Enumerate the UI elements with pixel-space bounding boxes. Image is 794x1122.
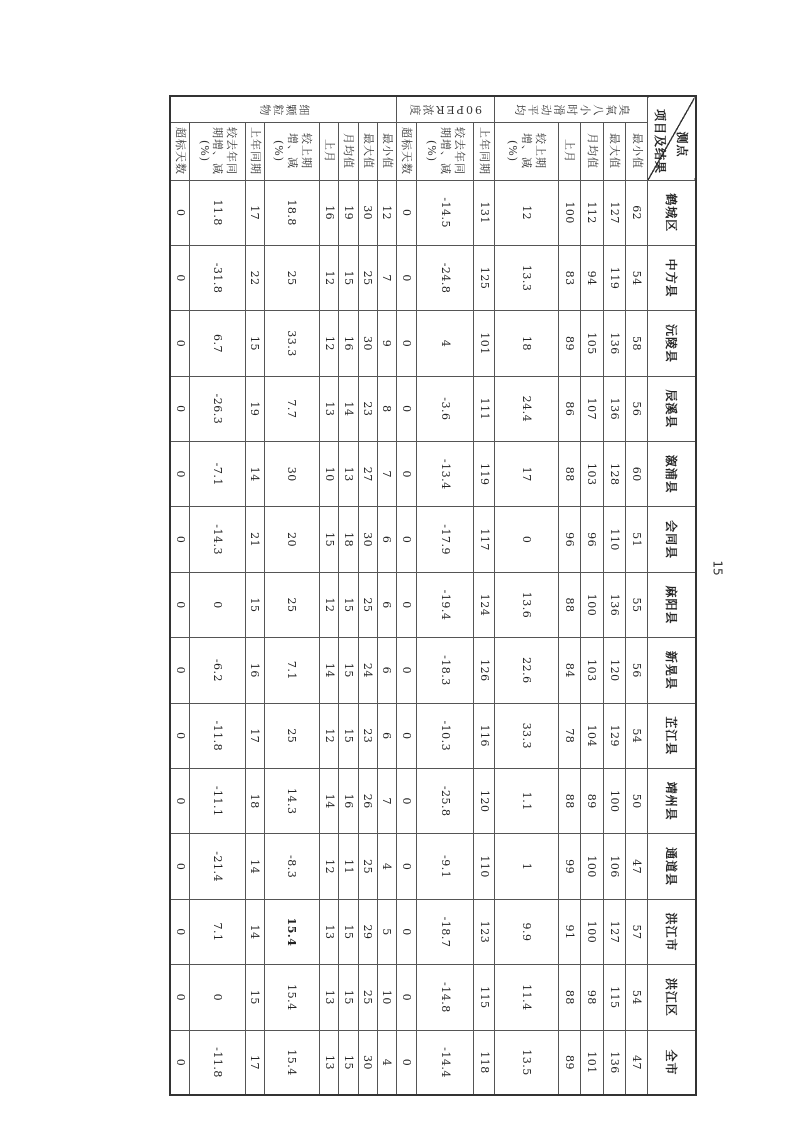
group-label: 90PER浓度	[397, 96, 495, 122]
table-cell: 17	[245, 703, 264, 768]
row-label: 较上期增、减(%)	[264, 122, 319, 180]
table-cell: 18.8	[264, 180, 319, 245]
table-cell: 115	[603, 965, 625, 1030]
table-cell: 0	[170, 1030, 190, 1095]
column-header: 洪江市	[648, 899, 696, 964]
table-cell: 54	[626, 245, 648, 310]
row-label: 最大值	[603, 122, 625, 180]
column-header: 通道县	[648, 834, 696, 899]
table-row	[558, 96, 580, 1095]
table-cell: 4	[417, 311, 474, 376]
table-cell: 23	[358, 703, 377, 768]
table-cell: 9	[377, 311, 396, 376]
table-cell: 101	[581, 1030, 603, 1095]
table-cell: 11.8	[190, 180, 245, 245]
table-cell: 0	[170, 245, 190, 310]
table-cell: 119	[603, 245, 625, 310]
table-cell: 96	[581, 507, 603, 572]
table-cell: 0	[170, 769, 190, 834]
table-cell: 120	[474, 769, 494, 834]
table-cell: 51	[626, 507, 648, 572]
table-cell: 0	[397, 703, 417, 768]
table-cell: 0	[397, 572, 417, 637]
table-cell: 15	[339, 965, 358, 1030]
table-cell: -13.4	[417, 442, 474, 507]
table-cell: 103	[581, 442, 603, 507]
table-cell: 4	[377, 1030, 396, 1095]
table-cell: 0	[170, 638, 190, 703]
table-cell: 25	[358, 834, 377, 899]
table-cell: 54	[626, 965, 648, 1030]
table-cell: 25	[264, 572, 319, 637]
table-cell: 25	[264, 703, 319, 768]
table-cell: -11.8	[190, 703, 245, 768]
table-cell: 110	[474, 834, 494, 899]
table-cell: 136	[603, 572, 625, 637]
table-cell: 25	[358, 245, 377, 310]
table-cell: 127	[603, 180, 625, 245]
table-cell: 0	[397, 834, 417, 899]
row-label: 上月	[558, 122, 580, 180]
column-header: 沅陵县	[648, 311, 696, 376]
table-cell: 129	[603, 703, 625, 768]
table-cell: 1	[494, 834, 558, 899]
table-cell: -3.6	[417, 376, 474, 441]
table-cell: 136	[603, 376, 625, 441]
table-cell: 11	[339, 834, 358, 899]
table-cell: 33.3	[494, 703, 558, 768]
air-quality-table	[169, 95, 697, 1096]
table-row	[264, 96, 319, 1095]
table-row	[581, 96, 603, 1095]
column-header: 中方县	[648, 245, 696, 310]
table-cell: 88	[558, 965, 580, 1030]
page-number: 15	[710, 560, 725, 576]
table-cell: 14	[245, 899, 264, 964]
table-cell: 14	[245, 834, 264, 899]
table-cell: 0	[397, 769, 417, 834]
table-cell: 30	[358, 1030, 377, 1095]
table-cell: 78	[558, 703, 580, 768]
table-cell: 136	[603, 1030, 625, 1095]
table-cell: -18.7	[417, 899, 474, 964]
table-cell: -19.4	[417, 572, 474, 637]
table-cell: 15	[339, 703, 358, 768]
table-cell: 96	[558, 507, 580, 572]
corner-bottom-label: 项目及结果	[653, 109, 668, 175]
table-cell: -11.8	[190, 1030, 245, 1095]
table-cell: 105	[581, 311, 603, 376]
column-header: 辰溪县	[648, 376, 696, 441]
table-cell: 13	[320, 1030, 339, 1095]
table-cell: 5	[377, 899, 396, 964]
group-label: 细颗粒物	[170, 96, 397, 122]
table-header-row	[648, 96, 696, 1095]
table-row	[170, 96, 190, 1095]
table-cell: 6	[377, 572, 396, 637]
table-cell: 0	[170, 834, 190, 899]
table-cell: 13	[339, 442, 358, 507]
table-cell: 1.1	[494, 769, 558, 834]
table-cell: 84	[558, 638, 580, 703]
table-cell: 125	[474, 245, 494, 310]
table-cell: 12	[320, 834, 339, 899]
table-cell: 0	[170, 703, 190, 768]
table-cell: 7	[377, 442, 396, 507]
table-cell: 30	[264, 442, 319, 507]
table-cell: 107	[581, 376, 603, 441]
table-row	[626, 96, 648, 1095]
table-cell: 110	[603, 507, 625, 572]
table-cell: 0	[170, 572, 190, 637]
table-cell: 112	[581, 180, 603, 245]
row-label: 较去年同期增、减(%)	[417, 122, 474, 180]
table-cell: 0	[397, 311, 417, 376]
table-cell: 56	[626, 376, 648, 441]
table-cell: 14.3	[264, 769, 319, 834]
table-cell: -8.3	[264, 834, 319, 899]
table-cell: 0	[397, 638, 417, 703]
table-row	[320, 96, 339, 1095]
table-cell: 86	[558, 376, 580, 441]
table-cell: 0	[494, 507, 558, 572]
row-label: 较上期增、减(%)	[494, 122, 558, 180]
table-cell: 100	[581, 899, 603, 964]
table-cell: 19	[245, 376, 264, 441]
table-cell: 0	[397, 245, 417, 310]
table-cell: 14	[245, 442, 264, 507]
table-cell: 104	[581, 703, 603, 768]
table-cell: 88	[558, 769, 580, 834]
table-cell: 20	[264, 507, 319, 572]
table-cell: 89	[558, 311, 580, 376]
table-cell: 120	[603, 638, 625, 703]
table-cell: 30	[358, 507, 377, 572]
table-cell: 6	[377, 638, 396, 703]
column-header: 全市	[648, 1030, 696, 1095]
table-cell: 62	[626, 180, 648, 245]
table-cell: 15	[245, 572, 264, 637]
table-cell: 91	[558, 899, 580, 964]
table-cell: 0	[397, 376, 417, 441]
table-cell: -7.1	[190, 442, 245, 507]
table-cell: 19	[339, 180, 358, 245]
table-row	[603, 96, 625, 1095]
table-cell: 16	[245, 638, 264, 703]
table-cell: 15	[245, 965, 264, 1030]
table-cell: 25	[358, 965, 377, 1030]
table-cell: 24	[358, 638, 377, 703]
table-cell: 7	[377, 245, 396, 310]
table-cell: 7.7	[264, 376, 319, 441]
table-cell: 131	[474, 180, 494, 245]
table-cell: 21	[245, 507, 264, 572]
table-cell: 15	[339, 638, 358, 703]
table-cell: 118	[474, 1030, 494, 1095]
table-cell: 18	[245, 769, 264, 834]
table-cell: 89	[581, 769, 603, 834]
table-cell: 100	[603, 769, 625, 834]
table-cell: 18	[339, 507, 358, 572]
table-cell: -14.5	[417, 180, 474, 245]
table-cell: 23	[358, 376, 377, 441]
table-cell: 16	[320, 180, 339, 245]
table-cell: 15	[320, 507, 339, 572]
table-cell: 116	[474, 703, 494, 768]
table-cell: 0	[397, 965, 417, 1030]
table-cell: 14	[339, 376, 358, 441]
table-cell: 15	[245, 311, 264, 376]
table-cell: 15.4	[264, 899, 319, 964]
row-label: 最小值	[626, 122, 648, 180]
table-cell: 17	[245, 1030, 264, 1095]
table-cell: 128	[603, 442, 625, 507]
table-cell: -10.3	[417, 703, 474, 768]
table-cell: 22	[245, 245, 264, 310]
table-cell: 11.4	[494, 965, 558, 1030]
table-cell: -24.8	[417, 245, 474, 310]
table-cell: 0	[170, 311, 190, 376]
table-cell: 136	[603, 311, 625, 376]
table-cell: 24.4	[494, 376, 558, 441]
table-cell: 10	[320, 442, 339, 507]
row-label: 超标天数	[397, 122, 417, 180]
corner-top-label: 测点	[675, 131, 689, 158]
table-cell: 12	[320, 572, 339, 637]
table-cell: 47	[626, 834, 648, 899]
table-cell: 30	[358, 311, 377, 376]
table-cell: 14	[320, 769, 339, 834]
column-header: 会同县	[648, 507, 696, 572]
table-cell: 0	[170, 442, 190, 507]
table-cell: -11.1	[190, 769, 245, 834]
row-label: 上年同期	[245, 122, 264, 180]
table-cell: 0	[397, 899, 417, 964]
table-cell: 55	[626, 572, 648, 637]
table-cell: 7.1	[190, 899, 245, 964]
table-cell: 0	[397, 442, 417, 507]
table-cell: 0	[170, 899, 190, 964]
table-cell: 115	[474, 965, 494, 1030]
table-cell: -26.3	[190, 376, 245, 441]
table-cell: -25.8	[417, 769, 474, 834]
table-cell: 17	[245, 180, 264, 245]
table-cell: 4	[377, 834, 396, 899]
table-cell: 117	[474, 507, 494, 572]
table-corner-header	[648, 96, 696, 180]
table-row	[339, 96, 358, 1095]
table-cell: 13.3	[494, 245, 558, 310]
table-cell: 12	[320, 703, 339, 768]
table-cell: 33.3	[264, 311, 319, 376]
table-row	[417, 96, 474, 1095]
table-cell: 7.1	[264, 638, 319, 703]
table-cell: 98	[581, 965, 603, 1030]
table-cell: -14.3	[190, 507, 245, 572]
row-label: 上年同期	[474, 122, 494, 180]
table-cell: 25	[358, 572, 377, 637]
table-cell: 16	[339, 311, 358, 376]
table-row	[190, 96, 245, 1095]
table-cell: 6	[377, 507, 396, 572]
table-cell: -21.4	[190, 834, 245, 899]
table-cell: 17	[494, 442, 558, 507]
column-header: 麻阳县	[648, 572, 696, 637]
table-cell: 83	[558, 245, 580, 310]
table-cell: 0	[170, 965, 190, 1030]
table-cell: 100	[558, 180, 580, 245]
table-row	[494, 96, 558, 1095]
table-cell: 124	[474, 572, 494, 637]
table-cell: 13	[320, 965, 339, 1030]
table-cell: 15.4	[264, 965, 319, 1030]
row-label: 上月	[320, 122, 339, 180]
table-cell: 88	[558, 572, 580, 637]
table-cell: 13.5	[494, 1030, 558, 1095]
table-cell: -6.2	[190, 638, 245, 703]
table-cell: 29	[358, 899, 377, 964]
table-cell: 50	[626, 769, 648, 834]
table-cell: 100	[581, 572, 603, 637]
table-cell: 26	[358, 769, 377, 834]
table-row	[474, 96, 494, 1095]
table-cell: -9.1	[417, 834, 474, 899]
column-header: 鹤城区	[648, 180, 696, 245]
table-cell: 12	[320, 245, 339, 310]
table-cell: 0	[397, 1030, 417, 1095]
table-cell: 27	[358, 442, 377, 507]
column-header: 靖州县	[648, 769, 696, 834]
table-row	[358, 96, 377, 1095]
table-cell: 13.6	[494, 572, 558, 637]
table-cell: 13	[320, 376, 339, 441]
table-cell: 119	[474, 442, 494, 507]
table-cell: 18	[494, 311, 558, 376]
table-cell: 127	[603, 899, 625, 964]
table-cell: 56	[626, 638, 648, 703]
column-header: 溆浦县	[648, 442, 696, 507]
table-cell: 99	[558, 834, 580, 899]
table-cell: 7	[377, 769, 396, 834]
table-cell: -14.8	[417, 965, 474, 1030]
table-cell: -31.8	[190, 245, 245, 310]
column-header: 芷江县	[648, 703, 696, 768]
table-cell: 8	[377, 376, 396, 441]
table-cell: 15	[339, 245, 358, 310]
table-cell: 0	[397, 507, 417, 572]
table-cell: 111	[474, 376, 494, 441]
table-cell: 47	[626, 1030, 648, 1095]
column-header: 新晃县	[648, 638, 696, 703]
table-cell: 13	[320, 899, 339, 964]
row-label: 最小值	[377, 122, 396, 180]
table-cell: 15	[339, 572, 358, 637]
table-cell: 106	[603, 834, 625, 899]
table-cell: 14	[320, 638, 339, 703]
table-cell: 16	[339, 769, 358, 834]
table-cell: 6	[377, 703, 396, 768]
table-cell: -14.4	[417, 1030, 474, 1095]
table-cell: 12	[494, 180, 558, 245]
table-cell: 15	[339, 1030, 358, 1095]
table-cell: 88	[558, 442, 580, 507]
table-cell: 15.4	[264, 1030, 319, 1095]
row-label: 月均值	[339, 122, 358, 180]
table-cell: -18.3	[417, 638, 474, 703]
table-row	[245, 96, 264, 1095]
table-cell: 103	[581, 638, 603, 703]
table-cell: 6.7	[190, 311, 245, 376]
table-cell: 25	[264, 245, 319, 310]
table-cell: 15	[339, 899, 358, 964]
table-cell: 54	[626, 703, 648, 768]
row-label: 最大值	[358, 122, 377, 180]
table-cell: 100	[581, 834, 603, 899]
table-cell: 123	[474, 899, 494, 964]
row-label: 较去年同期增、减(%)	[190, 122, 245, 180]
table-cell: 0	[190, 572, 245, 637]
table-cell: 126	[474, 638, 494, 703]
table-cell: -17.9	[417, 507, 474, 572]
table-cell: 12	[377, 180, 396, 245]
row-label: 超标天数	[170, 122, 190, 180]
rotated-table-container	[169, 95, 697, 1095]
table-cell: 10	[377, 965, 396, 1030]
table-cell: 9.9	[494, 899, 558, 964]
table-cell: 22.6	[494, 638, 558, 703]
table-cell: 0	[397, 180, 417, 245]
table-cell: 94	[581, 245, 603, 310]
table-cell: 0	[170, 376, 190, 441]
table-cell: 12	[320, 311, 339, 376]
table-cell: 58	[626, 311, 648, 376]
table-cell: 57	[626, 899, 648, 964]
group-label: 臭氧八小时滑动平均	[494, 96, 648, 122]
column-header: 洪江区	[648, 965, 696, 1030]
table-cell: 0	[170, 180, 190, 245]
table-cell: 60	[626, 442, 648, 507]
table-cell: 30	[358, 180, 377, 245]
table-row	[397, 96, 417, 1095]
table-cell: 89	[558, 1030, 580, 1095]
table-row	[377, 96, 396, 1095]
table-body	[170, 96, 648, 1095]
table-cell: 101	[474, 311, 494, 376]
table-cell: 0	[190, 965, 245, 1030]
table-cell: 0	[170, 507, 190, 572]
row-label: 月均值	[581, 122, 603, 180]
